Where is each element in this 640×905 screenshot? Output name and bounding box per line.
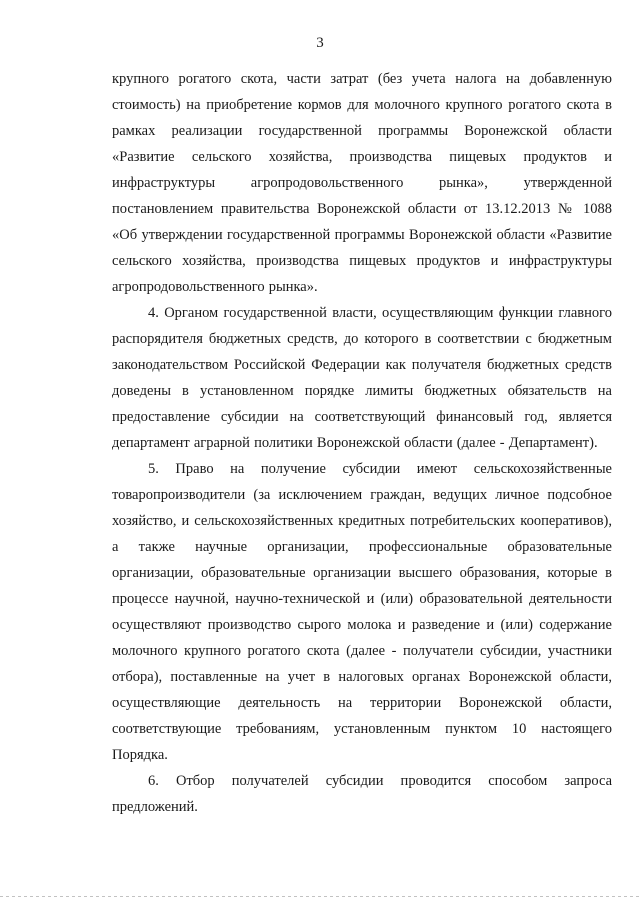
paragraph-continuation: крупного рогатого скота, части затрат (без учета налога на добавленную стоимость) на приобретение кормов для молочного крупного рогатого скота в рамках реализации государственной программы Воронежской области «Развитие сельского хозяйства, производства пищевых продуктов и инфраструктуры агропродовольственного рынка», утвержденной постановлением правительства Воронежской области от 13.12.2013 № 1088 «Об утверждении государственной программы Воронежской области «Развитие сельского хозяйства, производства пищевых продуктов и инфраструктуры агропродовольственного рынка». [112,71,612,295]
page-number: 3 [316,35,324,51]
paragraph-item-6: 6. Отбор получателей субсидии проводится способом запроса предложений. [112,773,612,815]
scan-bottom-edge [0,896,640,897]
paragraph-item-5: 5. Право на получение субсидии имеют сельскохозяйственные товаропроизводители (за исключением граждан, ведущих личное подсобное хозяйство, и сельскохозяйственных кредитных потребительских кооперативов), а также научные организации, профессиональные образовательные организации, образовательные организации высшего образования, которые в процессе научной, научно-технической и (или) образовательной деятельности осуществляют производство сырого молока и разведение и (или) содержание молочного крупного рогатого скота (далее - получатели субсидии, участники отбора), поставленные на учет в налоговых органах Воронежской области, осуществляющие деятельность на территории Воронежской области, соответствующие требованиям, установленным пунктом 10 настоящего Порядка. [112,461,612,763]
paragraph-item-4: 4. Органом государственной власти, осуществляющим функции главного распорядителя бюджетных средств, до которого в соответствии с бюджетным законодательством Российской Федерации как получателя бюджетных средств доведены в установленном порядке лимиты бюджетных обязательств на предоставление субсидии на соответствующий финансовый год, является департамент аграрной политики Воронежской области (далее - Департамент). [112,305,612,451]
document-body [112,66,612,820]
